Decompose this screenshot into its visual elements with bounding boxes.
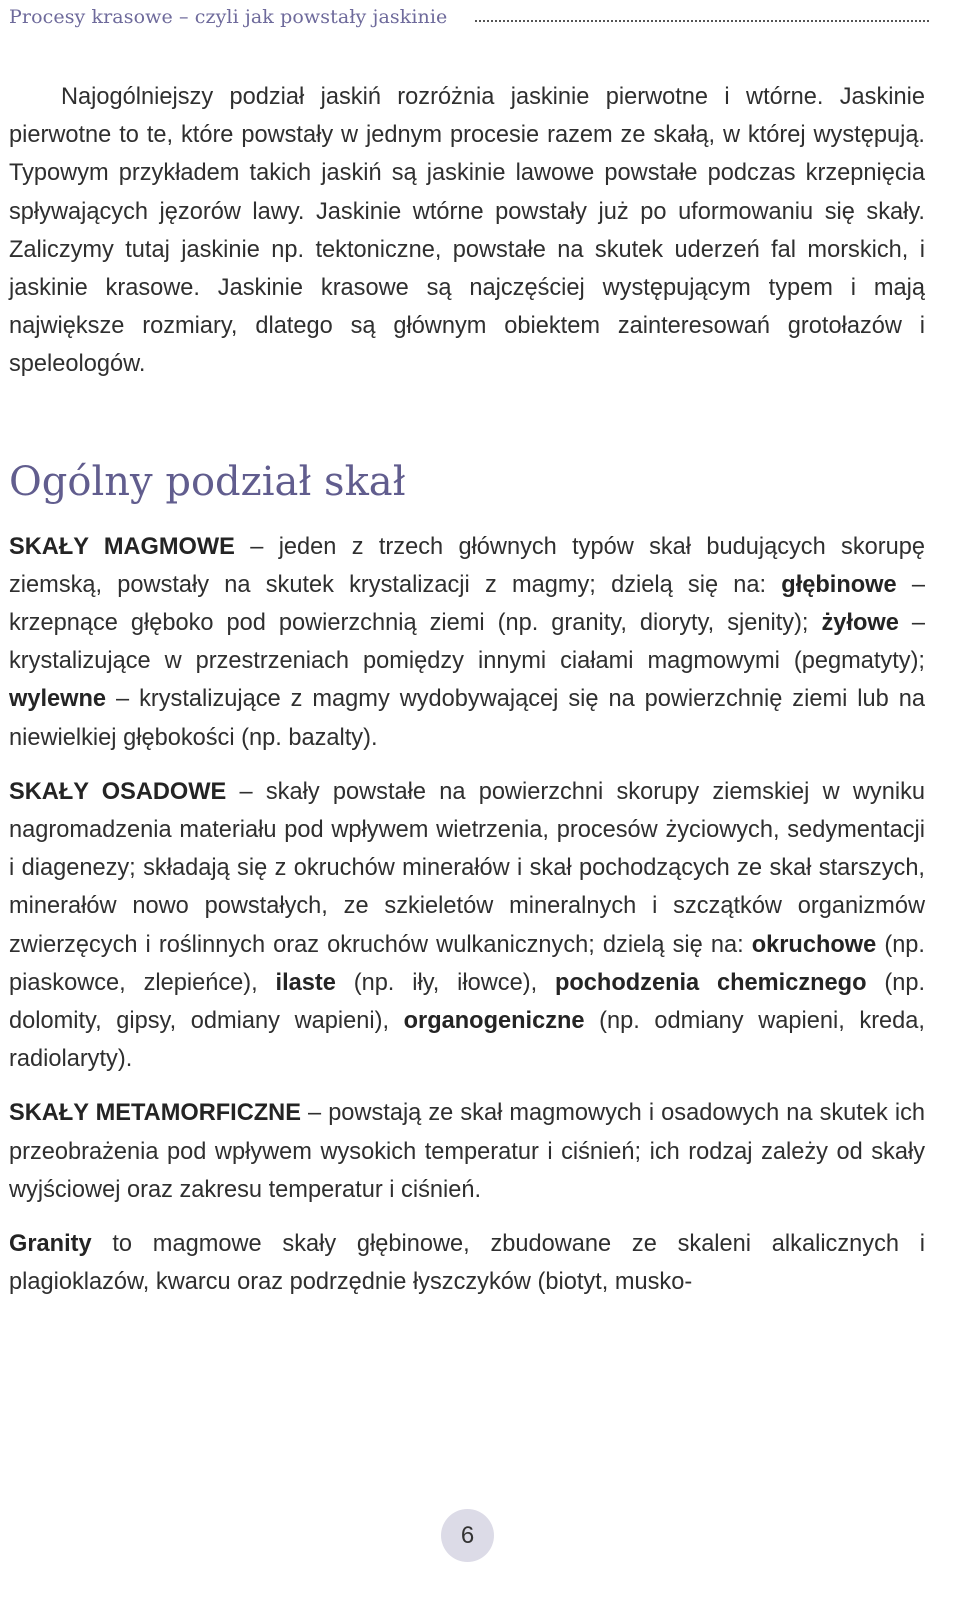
term-metamorficzne: SKAŁY METAMORFICZNE bbox=[9, 1100, 301, 1127]
running-header bbox=[9, 2, 929, 32]
dotted-leader-line bbox=[475, 20, 929, 22]
definition-osadowe bbox=[9, 773, 925, 1079]
page-number-badge bbox=[441, 1509, 494, 1562]
definition-text: (np. iły, iłowce), bbox=[335, 969, 555, 996]
subterm-chemiczne: pochodzenia chemicznego bbox=[554, 969, 867, 996]
subterm-wylewne: wylewne bbox=[9, 686, 107, 713]
subterm-organogeniczne: organogeniczne bbox=[403, 1008, 585, 1035]
definition-text: to magmowe skały głębinowe, zbudowane ze skaleni alkalicznych i plagioklazów, kwarcu oraz podrzędnie łyszczyków (biotyt, musko- bbox=[9, 1231, 925, 1296]
definition-magmowe bbox=[9, 528, 925, 757]
definition-text: – krystalizujące w przestrzeniach pomiędzy innymi ciałami magmowymi (pegmatyty); bbox=[9, 610, 925, 675]
subterm-zylowe: żyłowe bbox=[821, 610, 899, 637]
subterm-glebinowe: głębinowe bbox=[781, 571, 897, 598]
definition-text: (np. dolomity, gipsy, odmiany wapieni), bbox=[9, 969, 926, 1035]
definition-text: (np. piaskowce, zlepieńce), bbox=[9, 931, 925, 996]
term-magmowe: SKAŁY MAGMOWE bbox=[9, 533, 235, 560]
running-header-title: Procesy krasowe – czyli jak powstały jaskinie bbox=[9, 6, 448, 28]
page-number: 6 bbox=[460, 1521, 475, 1549]
section-title: Ogólny podział skał bbox=[9, 458, 406, 505]
definition-granity bbox=[9, 1225, 925, 1301]
definition-text: (np. odmiany wapieni, kreda, radiolaryty). bbox=[9, 1008, 925, 1073]
subterm-okruchowe: okruchowe bbox=[751, 931, 877, 958]
definition-text: – krzepnące głęboko pod powierzchnią ziemi (np. granity, dioryty, sjenity); bbox=[9, 571, 925, 637]
subterm-ilaste: ilaste bbox=[275, 969, 336, 996]
intro-paragraph: Najogólniejszy podział jaskiń rozróżnia jaskinie pierwotne i wtórne. Jaskinie pierwotne to te, które powstały w jednym procesie razem ze skałą, w której występują. Typowym przykładem takich jaskiń są jaskinie lawowe powstałe podczas krzepnięcia spływających jęzorów lawy. Jaskinie wtórne powstały już po uformowaniu się skały. Zaliczymy tutaj jaskinie np. tektoniczne, powstałe na skutek uderzeń fal morskich, i jaskinie krasowe. Jaskinie krasowe są najczęściej występującym typem i mają największe rozmiary, dlatego są głównym obiektem zainteresowań grotołazów i speleologów. bbox=[9, 84, 925, 378]
definition-text: – jeden z trzech głównych typów skał budujących skorupę ziemską, powstały na skutek krystalizacji z magmy; dzielą się na: bbox=[9, 533, 925, 598]
page-content bbox=[9, 78, 925, 1317]
term-osadowe: SKAŁY OSADOWE bbox=[9, 778, 227, 805]
definition-text: – powstają ze skał magmowych i osadowych na skutek ich przeobrażenia pod wpływem wysokich temperatur i ciśnień; ich rodzaj zależy od skały wyjściowej oraz zakresu temperatur i ciśnień. bbox=[9, 1100, 926, 1203]
term-granity: Granity bbox=[9, 1231, 92, 1258]
definition-metamorficzne bbox=[9, 1094, 925, 1209]
definition-text: – krystalizujące z magmy wydobywającej się na powierzchnię ziemi lub na niewielkiej głębokości (np. bazalty). bbox=[9, 686, 925, 751]
definition-text: – skały powstałe na powierzchni skorupy ziemskiej w wyniku nagromadzenia materiału pod wpływem wietrzenia, procesów życiowych, sedymentacji i diagenezy; składają się z okruchów minerałów i skał pochodzących ze skał starszych, minerałów nowo powstałych, ze szkieletów mineralnych i szczątków organizmów zwierzęcych i roślinnych oraz okruchów wulkanicznych; dzielą się na: bbox=[9, 778, 925, 958]
